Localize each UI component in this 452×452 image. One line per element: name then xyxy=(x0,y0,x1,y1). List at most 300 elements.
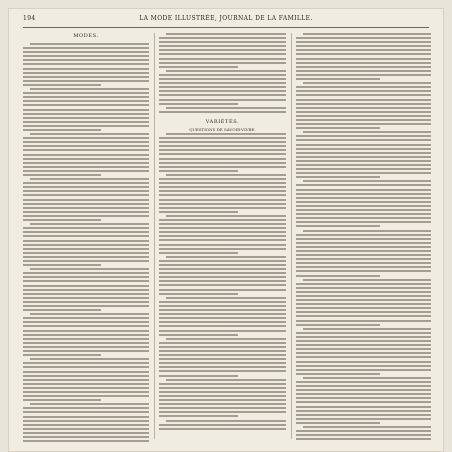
text-line xyxy=(23,104,149,106)
text-line xyxy=(23,203,149,205)
text-line xyxy=(296,348,431,350)
text-line xyxy=(159,313,286,315)
text-line xyxy=(159,141,286,143)
text-line xyxy=(296,53,431,55)
text-line xyxy=(23,289,149,291)
text-line xyxy=(23,55,149,57)
text-line xyxy=(296,152,431,154)
text-line xyxy=(23,190,149,192)
text-line xyxy=(166,379,286,381)
text-line xyxy=(159,211,238,213)
text-line xyxy=(159,395,286,397)
text-line xyxy=(159,149,286,151)
text-line xyxy=(159,178,286,180)
text-line xyxy=(159,334,238,336)
text-line xyxy=(159,366,286,368)
text-line xyxy=(23,121,149,123)
text-line xyxy=(296,369,431,371)
text-line xyxy=(159,317,286,319)
text-line xyxy=(296,209,431,211)
text-line xyxy=(23,342,149,344)
text-line xyxy=(159,186,286,188)
column-text xyxy=(159,133,286,432)
text-line xyxy=(23,272,149,274)
text-line xyxy=(303,279,431,281)
text-line xyxy=(23,346,149,348)
text-line xyxy=(296,135,431,137)
text-line xyxy=(159,387,286,389)
text-line xyxy=(159,49,286,51)
text-line xyxy=(159,370,286,372)
text-line xyxy=(159,223,286,225)
text-line xyxy=(23,395,149,397)
text-line xyxy=(23,301,149,303)
text-line xyxy=(166,215,286,217)
text-line xyxy=(296,184,431,186)
text-line xyxy=(30,313,149,315)
text-line xyxy=(23,174,101,176)
text-line xyxy=(159,272,286,274)
text-line xyxy=(296,78,380,80)
text-line xyxy=(296,246,431,248)
text-line xyxy=(23,158,149,160)
text-line xyxy=(159,428,286,430)
text-line xyxy=(166,133,286,135)
text-line xyxy=(30,358,149,360)
text-line xyxy=(23,248,149,250)
text-line xyxy=(23,182,149,184)
text-line xyxy=(23,375,149,377)
text-line xyxy=(159,62,286,64)
text-line xyxy=(159,137,286,139)
text-line xyxy=(30,403,149,405)
text-line xyxy=(159,342,286,344)
text-line xyxy=(159,424,286,426)
text-line xyxy=(296,270,431,272)
text-line xyxy=(166,33,286,35)
text-line xyxy=(296,315,431,317)
text-line xyxy=(23,432,149,434)
text-line xyxy=(296,410,431,412)
text-line xyxy=(159,78,286,80)
text-line xyxy=(23,362,149,364)
text-line xyxy=(303,230,431,232)
text-line xyxy=(296,340,431,342)
journal-title: LA MODE ILLUSTRÉE, JOURNAL DE LA FAMILLE. xyxy=(139,15,313,22)
text-line xyxy=(23,366,149,368)
text-line xyxy=(159,41,286,43)
text-line xyxy=(303,426,431,428)
text-line xyxy=(159,244,286,246)
text-line xyxy=(23,84,101,86)
text-line xyxy=(296,111,431,113)
text-line xyxy=(159,227,286,229)
page xyxy=(8,8,444,452)
text-line xyxy=(296,418,431,420)
text-line xyxy=(23,280,149,282)
text-line xyxy=(296,156,431,158)
text-line xyxy=(23,350,149,352)
text-line xyxy=(296,148,431,150)
text-line xyxy=(159,415,238,417)
page-number: 194 xyxy=(23,15,36,22)
text-line xyxy=(30,88,149,90)
text-line xyxy=(159,252,238,254)
text-line xyxy=(30,268,149,270)
text-line xyxy=(23,92,149,94)
text-line xyxy=(296,275,380,277)
text-line xyxy=(296,119,431,121)
text-line xyxy=(23,137,149,139)
header-rule xyxy=(23,27,429,28)
text-line xyxy=(296,41,431,43)
text-line xyxy=(296,242,431,244)
text-line xyxy=(159,158,286,160)
text-line xyxy=(23,166,149,168)
text-line xyxy=(23,325,149,327)
text-line xyxy=(296,401,431,403)
column-text xyxy=(296,33,431,442)
text-line xyxy=(159,74,286,76)
text-line xyxy=(303,377,431,379)
text-line xyxy=(159,231,286,233)
text-line xyxy=(296,94,431,96)
text-line xyxy=(166,174,286,176)
text-line xyxy=(296,217,431,219)
text-line xyxy=(159,199,286,201)
text-line xyxy=(23,162,149,164)
text-line xyxy=(23,305,149,307)
text-line xyxy=(296,430,431,432)
text-line xyxy=(159,301,286,303)
text-line xyxy=(23,235,149,237)
text-line xyxy=(23,109,149,111)
text-line xyxy=(166,420,286,422)
text-line xyxy=(159,391,286,393)
column-text xyxy=(159,33,286,115)
text-line xyxy=(23,416,149,418)
text-line xyxy=(296,250,431,252)
text-line xyxy=(23,334,149,336)
text-line xyxy=(23,186,149,188)
text-line xyxy=(296,307,431,309)
text-line xyxy=(296,49,431,51)
text-line xyxy=(23,276,149,278)
text-line xyxy=(23,227,149,229)
text-line xyxy=(159,383,286,385)
text-line xyxy=(159,190,286,192)
text-line xyxy=(23,264,101,266)
text-line xyxy=(166,107,286,109)
text-line xyxy=(296,389,431,391)
text-line xyxy=(166,256,286,258)
text-line xyxy=(296,422,380,424)
text-line xyxy=(23,80,149,82)
text-line xyxy=(23,145,149,147)
text-line xyxy=(159,403,286,405)
text-line xyxy=(23,440,149,442)
text-line xyxy=(23,170,149,172)
text-line xyxy=(159,162,286,164)
text-line xyxy=(159,321,286,323)
text-line xyxy=(159,145,286,147)
text-line xyxy=(23,391,149,393)
text-line xyxy=(159,82,286,84)
text-line xyxy=(159,358,286,360)
text-line xyxy=(23,387,149,389)
text-line xyxy=(23,240,149,242)
text-line xyxy=(23,330,149,332)
text-line xyxy=(23,354,101,356)
text-line xyxy=(23,47,149,49)
text-line xyxy=(23,436,149,438)
text-line xyxy=(159,325,286,327)
text-line xyxy=(159,53,286,55)
text-line xyxy=(159,111,286,113)
text-line xyxy=(159,207,286,209)
text-line xyxy=(159,276,286,278)
text-line xyxy=(296,221,431,223)
text-line xyxy=(296,225,380,227)
text-line xyxy=(296,361,431,363)
text-line xyxy=(23,309,101,311)
text-line xyxy=(296,90,431,92)
text-line xyxy=(23,149,149,151)
text-line xyxy=(23,371,149,373)
text-line xyxy=(23,100,149,102)
text-line xyxy=(23,72,149,74)
text-line xyxy=(23,428,149,430)
text-line xyxy=(159,309,286,311)
text-line xyxy=(303,82,431,84)
text-line xyxy=(296,99,431,101)
text-line xyxy=(296,438,431,440)
text-line xyxy=(296,291,431,293)
text-line xyxy=(159,103,238,105)
text-line xyxy=(296,201,431,203)
text-line xyxy=(296,160,431,162)
text-line xyxy=(296,324,380,326)
section-heading-modes: MODES. xyxy=(73,33,99,39)
text-line xyxy=(296,266,431,268)
column-text xyxy=(23,43,149,444)
text-line xyxy=(23,211,149,213)
text-line xyxy=(159,203,286,205)
text-line xyxy=(296,70,431,72)
text-line xyxy=(296,344,431,346)
text-line xyxy=(296,385,431,387)
text-line xyxy=(159,99,286,101)
text-line xyxy=(296,193,431,195)
text-line xyxy=(159,153,286,155)
text-line xyxy=(23,338,149,340)
text-line xyxy=(159,346,286,348)
text-line xyxy=(23,63,149,65)
text-line xyxy=(23,219,101,221)
text-line xyxy=(296,406,431,408)
column-divider xyxy=(291,33,292,439)
text-line xyxy=(296,336,431,338)
text-line xyxy=(296,311,431,313)
text-line xyxy=(23,194,149,196)
text-line xyxy=(23,424,149,426)
text-line xyxy=(296,352,431,354)
text-line xyxy=(159,170,238,172)
text-line xyxy=(159,45,286,47)
text-line xyxy=(30,178,149,180)
text-line xyxy=(296,434,431,436)
text-line xyxy=(23,154,149,156)
text-line xyxy=(23,76,149,78)
text-line xyxy=(303,328,431,330)
text-line xyxy=(159,411,286,413)
text-line xyxy=(296,238,431,240)
text-line xyxy=(23,420,149,422)
text-line xyxy=(296,254,431,256)
text-line xyxy=(23,317,149,319)
text-line xyxy=(159,330,286,332)
text-line xyxy=(159,239,286,241)
text-line xyxy=(23,68,149,70)
text-line xyxy=(296,397,431,399)
text-line xyxy=(296,373,380,375)
text-line xyxy=(23,379,149,381)
text-line xyxy=(23,256,149,258)
text-line xyxy=(159,293,238,295)
text-line xyxy=(159,399,286,401)
text-line xyxy=(23,125,149,127)
text-line xyxy=(296,356,431,358)
text-line xyxy=(159,354,286,356)
text-line xyxy=(296,103,431,105)
text-line xyxy=(296,86,431,88)
text-line xyxy=(23,129,101,131)
text-line xyxy=(23,117,149,119)
text-line xyxy=(159,264,286,266)
text-line xyxy=(303,131,431,133)
text-line xyxy=(159,166,286,168)
text-line xyxy=(296,139,431,141)
text-line xyxy=(296,283,431,285)
text-line xyxy=(23,297,149,299)
text-line xyxy=(296,37,431,39)
text-line xyxy=(296,393,431,395)
text-line xyxy=(296,115,431,117)
text-line xyxy=(23,231,149,233)
text-line xyxy=(296,172,431,174)
text-line xyxy=(23,96,149,98)
text-line xyxy=(296,332,431,334)
text-line xyxy=(296,62,431,64)
text-line xyxy=(159,58,286,60)
text-line xyxy=(296,234,431,236)
text-line xyxy=(23,383,149,385)
text-line xyxy=(296,381,431,383)
text-line xyxy=(159,289,286,291)
text-line xyxy=(159,280,286,282)
text-line xyxy=(23,407,149,409)
text-line xyxy=(296,365,431,367)
text-line xyxy=(303,180,431,182)
text-line xyxy=(303,33,431,35)
text-line xyxy=(166,338,286,340)
text-line xyxy=(296,176,380,178)
section-subheading: QUESTIONS DE SAVOIR-VIVRE. xyxy=(189,127,256,132)
text-line xyxy=(296,107,431,109)
text-line xyxy=(296,303,431,305)
text-line xyxy=(159,90,286,92)
text-line xyxy=(23,141,149,143)
text-line xyxy=(23,215,149,217)
text-line xyxy=(23,260,149,262)
text-line xyxy=(296,287,431,289)
running-header xyxy=(23,15,429,27)
text-line xyxy=(296,414,431,416)
text-line xyxy=(296,320,431,322)
text-line xyxy=(159,86,286,88)
text-line xyxy=(296,164,431,166)
text-line xyxy=(159,284,286,286)
column-divider xyxy=(154,33,155,439)
text-line xyxy=(23,321,149,323)
text-line xyxy=(296,168,431,170)
text-line xyxy=(159,66,238,68)
text-line xyxy=(296,295,431,297)
text-line xyxy=(166,297,286,299)
text-line xyxy=(159,194,286,196)
text-line xyxy=(23,399,101,401)
text-line xyxy=(23,207,149,209)
text-line xyxy=(159,305,286,307)
text-line xyxy=(296,205,431,207)
text-line xyxy=(159,37,286,39)
text-line xyxy=(23,244,149,246)
text-line xyxy=(296,74,431,76)
text-line xyxy=(296,144,431,146)
text-line xyxy=(23,113,149,115)
text-line xyxy=(23,51,149,53)
text-line xyxy=(23,59,149,61)
text-line xyxy=(159,375,238,377)
text-line xyxy=(159,248,286,250)
text-line xyxy=(296,123,431,125)
text-line xyxy=(23,411,149,413)
text-line xyxy=(159,407,286,409)
text-line xyxy=(30,133,149,135)
text-line xyxy=(30,43,149,45)
text-line xyxy=(296,197,431,199)
text-line xyxy=(30,223,149,225)
column-1 xyxy=(23,33,149,439)
text-line xyxy=(159,260,286,262)
text-line xyxy=(159,350,286,352)
section-heading-varietes: VARIÉTÉS. xyxy=(205,119,240,125)
text-line xyxy=(159,182,286,184)
text-line xyxy=(166,70,286,72)
text-line xyxy=(23,285,149,287)
text-line xyxy=(296,45,431,47)
text-line xyxy=(159,268,286,270)
text-line xyxy=(159,235,286,237)
text-line xyxy=(23,252,149,254)
text-line xyxy=(296,258,431,260)
text-line xyxy=(296,189,431,191)
text-line xyxy=(159,94,286,96)
text-line xyxy=(296,66,431,68)
column-3 xyxy=(296,33,431,439)
text-line xyxy=(23,293,149,295)
text-line xyxy=(296,262,431,264)
